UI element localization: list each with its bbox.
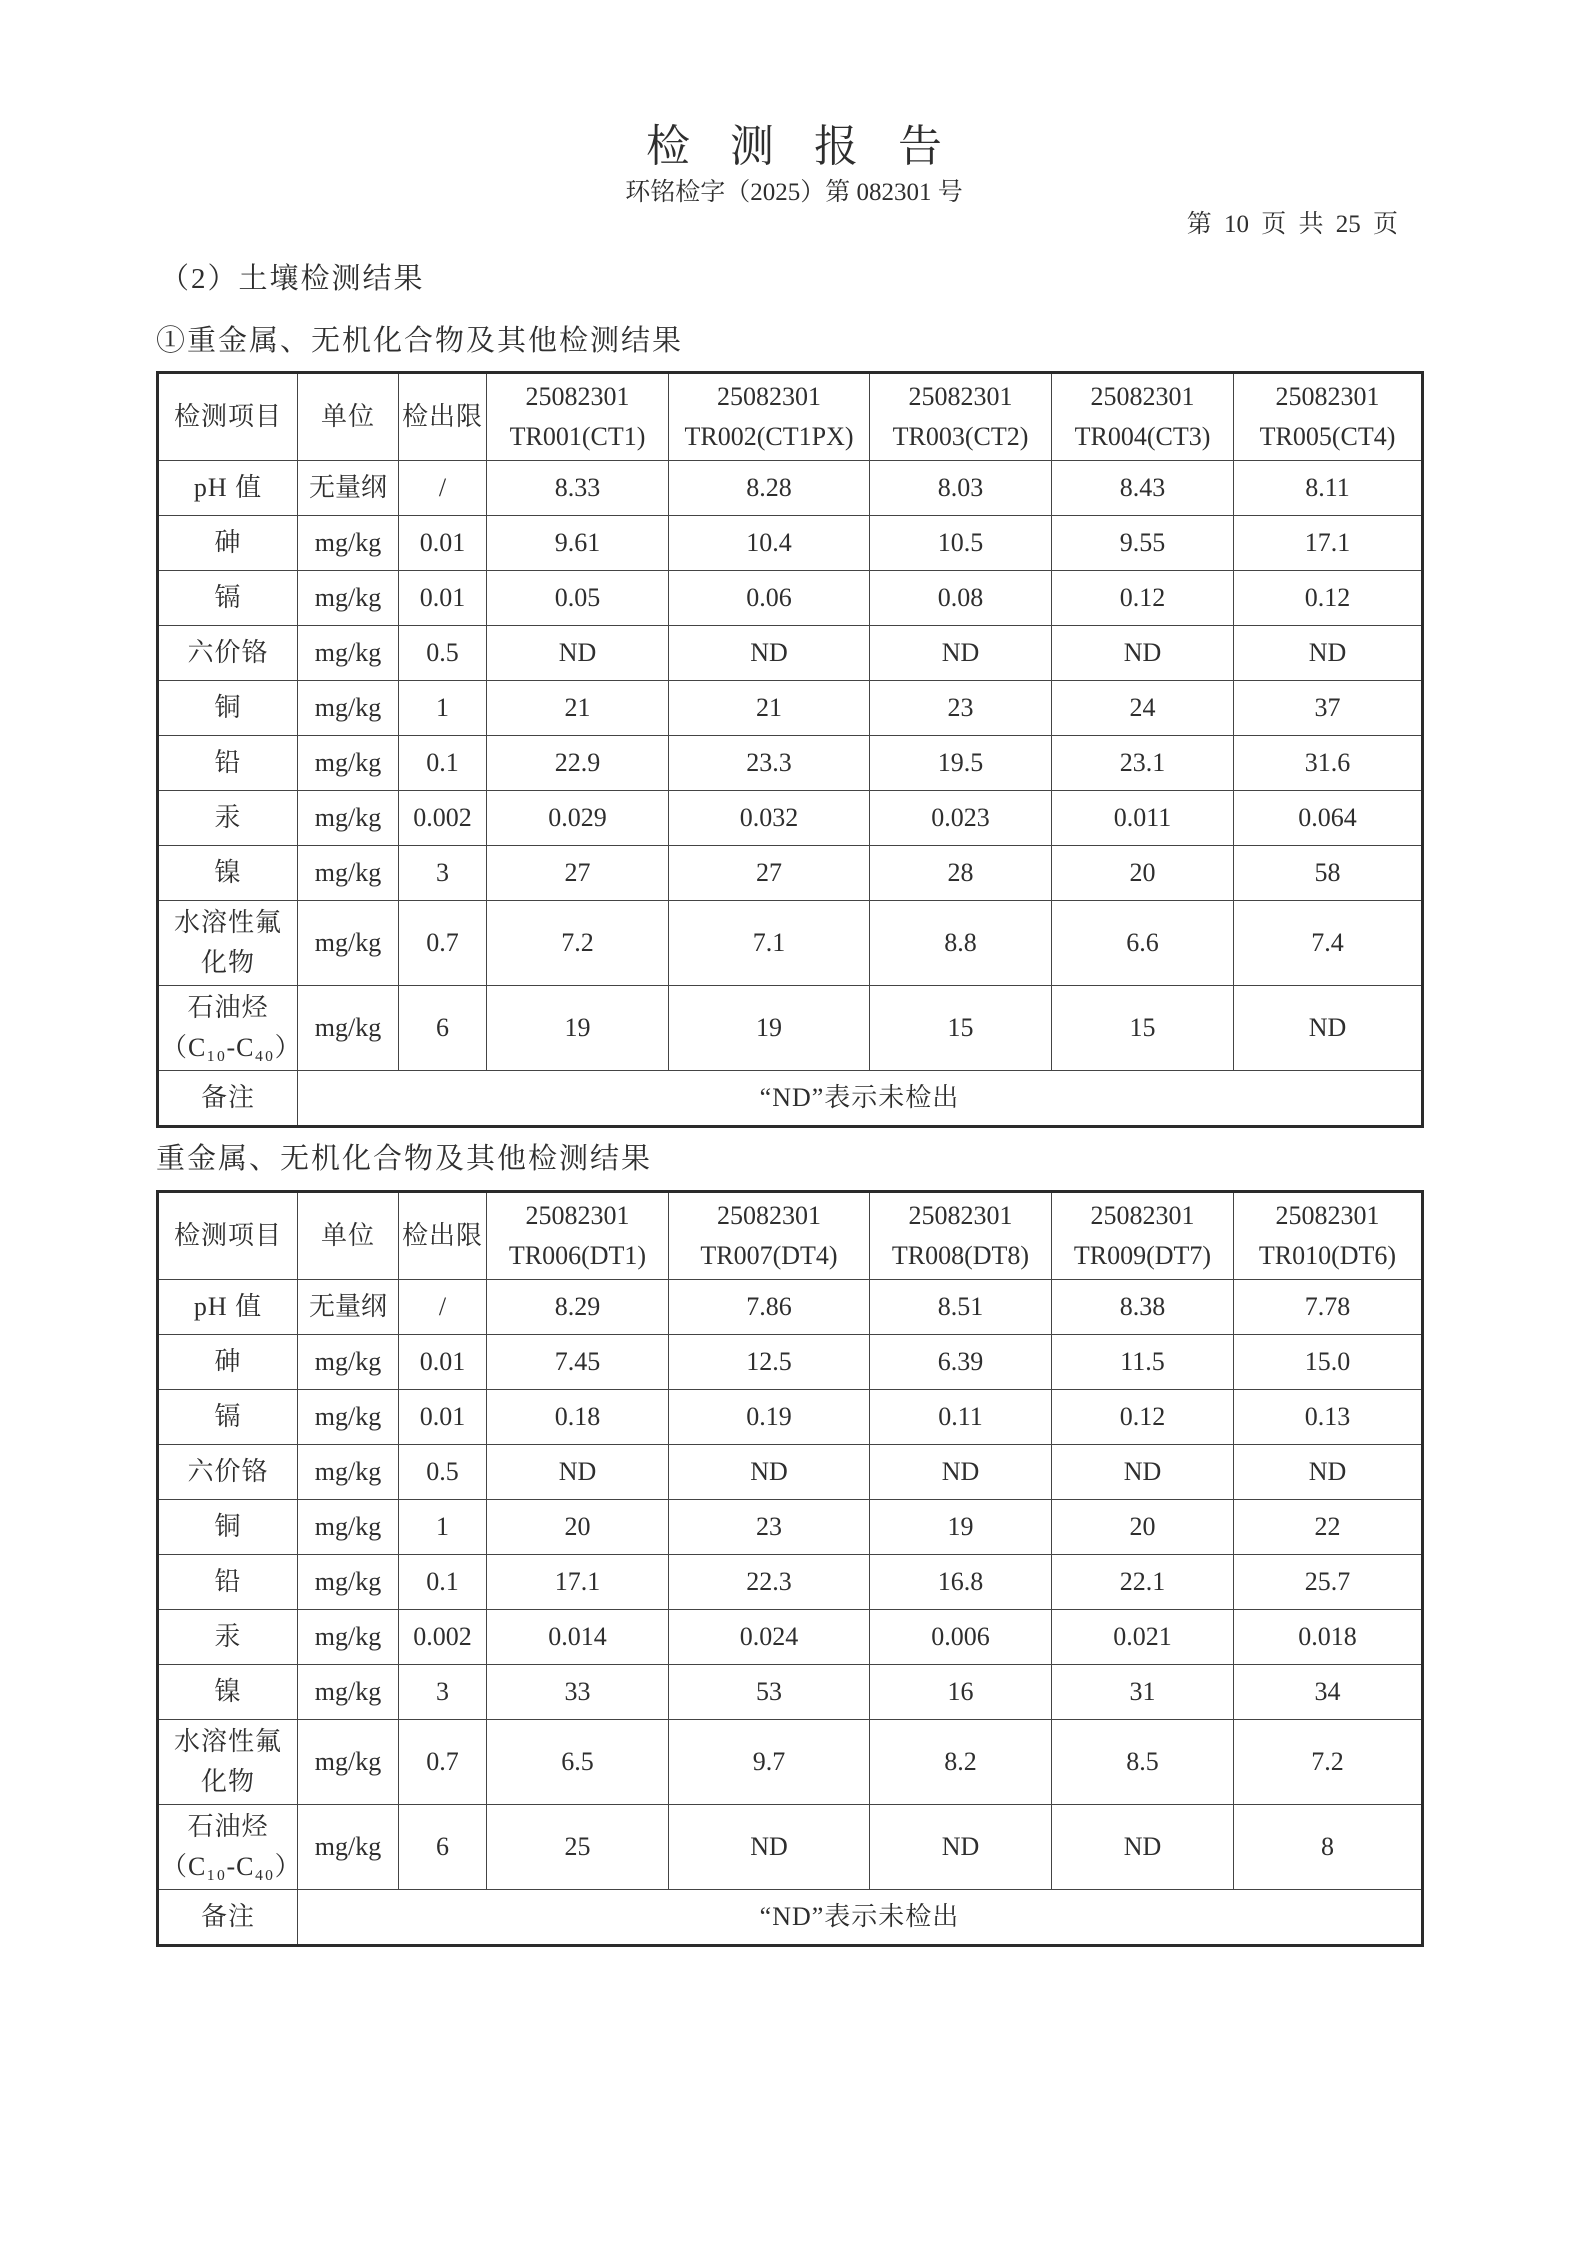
value-cell: 8.51 [870, 1280, 1052, 1335]
value-cell: 33 [487, 1665, 669, 1720]
unit-cell: mg/kg [298, 846, 399, 901]
value-cell: 8.8 [870, 901, 1052, 986]
value-cell: 0.006 [870, 1610, 1052, 1665]
value-cell: 9.7 [669, 1720, 870, 1805]
value-cell: 7.2 [1234, 1720, 1423, 1805]
value-cell: 23 [870, 681, 1052, 736]
limit-cell: 0.1 [399, 1555, 487, 1610]
value-cell: 0.021 [1052, 1610, 1234, 1665]
header-limit: 检出限 [399, 373, 487, 461]
value-cell: 0.024 [669, 1610, 870, 1665]
value-cell: ND [870, 1445, 1052, 1500]
value-cell: ND [1052, 1445, 1234, 1500]
unit-cell: mg/kg [298, 1445, 399, 1500]
value-cell: 0.029 [487, 791, 669, 846]
limit-cell: 1 [399, 1500, 487, 1555]
limit-cell: 0.01 [399, 1335, 487, 1390]
value-cell: 9.55 [1052, 516, 1234, 571]
table-row [158, 986, 1423, 1071]
item-name-line2: （C₁₀-C₄₀） [161, 1852, 302, 1881]
item-name-line1: 水溶性氟 [173, 908, 282, 937]
value-cell: 58 [1234, 846, 1423, 901]
unit-cell: mg/kg [298, 1665, 399, 1720]
sample-id: TR001(CT1) [509, 422, 646, 451]
item-name [158, 1720, 298, 1805]
value-cell: ND [870, 1805, 1052, 1890]
table-row [158, 736, 1423, 791]
header-sample [487, 1192, 669, 1280]
sample-id: TR010(DT6) [1258, 1241, 1397, 1270]
value-cell: 15 [1052, 986, 1234, 1071]
limit-cell: 0.002 [399, 1610, 487, 1665]
value-cell: 11.5 [1052, 1335, 1234, 1390]
limit-cell: 0.1 [399, 736, 487, 791]
item-name-line1: 砷 [214, 1347, 242, 1376]
item-name-line1: 铜 [214, 693, 242, 722]
table-row [158, 626, 1423, 681]
value-cell: 12.5 [669, 1335, 870, 1390]
value-cell: 7.1 [669, 901, 870, 986]
sample-batch: 25082301 [525, 1201, 630, 1230]
value-cell: 22 [1234, 1500, 1423, 1555]
report-number: 环铭检字（2025）第 082301 号 [625, 179, 963, 206]
unit-cell: mg/kg [298, 1610, 399, 1665]
value-cell: 8 [1234, 1805, 1423, 1890]
value-cell: 0.018 [1234, 1610, 1423, 1665]
item-name-line2: （C₁₀-C₄₀） [161, 1033, 302, 1062]
item-name [158, 1555, 298, 1610]
header-row [158, 1192, 1423, 1280]
value-cell: 16 [870, 1665, 1052, 1720]
limit-cell: 0.002 [399, 791, 487, 846]
table-row [158, 1555, 1423, 1610]
table-row [158, 901, 1423, 986]
value-cell: 22.1 [1052, 1555, 1234, 1610]
header-item: 检测项目 [158, 373, 298, 461]
value-cell: 10.5 [870, 516, 1052, 571]
table-row [158, 1500, 1423, 1555]
header-unit: 单位 [298, 1192, 399, 1280]
value-cell: 8.2 [870, 1720, 1052, 1805]
item-name-line2: 化物 [200, 1767, 255, 1796]
value-cell: ND [1234, 986, 1423, 1071]
item-name-line1: 镍 [214, 858, 242, 887]
header-sample [1052, 1192, 1234, 1280]
value-cell: 20 [487, 1500, 669, 1555]
item-name-line1: 镍 [214, 1677, 242, 1706]
value-cell: 19 [669, 986, 870, 1071]
value-cell: 0.11 [870, 1390, 1052, 1445]
remark-row [158, 1071, 1423, 1127]
table-row [158, 1280, 1423, 1335]
value-cell: 25 [487, 1805, 669, 1890]
sample-id: TR008(DT8) [891, 1241, 1030, 1270]
limit-cell: 1 [399, 681, 487, 736]
value-cell: 0.08 [870, 571, 1052, 626]
item-name-line1: 石油烃 [187, 993, 269, 1022]
value-cell: 0.064 [1234, 791, 1423, 846]
value-cell: 22.3 [669, 1555, 870, 1610]
limit-cell: 6 [399, 986, 487, 1071]
sample-id: TR002(CT1PX) [684, 422, 854, 451]
header-sample [1234, 1192, 1423, 1280]
remark-row [158, 1890, 1423, 1946]
table-row [158, 461, 1423, 516]
value-cell: 21 [669, 681, 870, 736]
value-cell: 6.5 [487, 1720, 669, 1805]
item-name [158, 516, 298, 571]
limit-cell: 6 [399, 1805, 487, 1890]
table-caption-2: 重金属、无机化合物及其他检测结果 [156, 1143, 653, 1175]
remark-label: 备注 [158, 1890, 298, 1946]
value-cell: 0.18 [487, 1390, 669, 1445]
unit-cell: mg/kg [298, 1335, 399, 1390]
item-name-line1: 六价铬 [187, 638, 269, 667]
value-cell: ND [870, 626, 1052, 681]
item-name-line1: 六价铬 [187, 1457, 269, 1486]
unit-cell: mg/kg [298, 1390, 399, 1445]
header-sample [870, 1192, 1052, 1280]
value-cell: 27 [487, 846, 669, 901]
sample-batch: 25082301 [908, 382, 1013, 411]
value-cell: 8.28 [669, 461, 870, 516]
value-cell: 23 [669, 1500, 870, 1555]
header-limit: 检出限 [399, 1192, 487, 1280]
sample-id: TR006(DT1) [508, 1241, 647, 1270]
item-name [158, 736, 298, 791]
item-name [158, 1280, 298, 1335]
sample-id: TR003(CT2) [892, 422, 1029, 451]
header-item: 检测项目 [158, 1192, 298, 1280]
header-sample [1234, 373, 1423, 461]
value-cell: 0.12 [1052, 571, 1234, 626]
item-name-line1: 石油烃 [187, 1812, 269, 1841]
limit-cell: / [399, 461, 487, 516]
sample-batch: 25082301 [717, 382, 821, 411]
value-cell: 15.0 [1234, 1335, 1423, 1390]
value-cell: 0.014 [487, 1610, 669, 1665]
unit-cell: 无量纲 [298, 461, 399, 516]
unit-cell: mg/kg [298, 571, 399, 626]
limit-cell: 0.7 [399, 1720, 487, 1805]
value-cell: 8.38 [1052, 1280, 1234, 1335]
sample-id: TR007(DT4) [700, 1241, 838, 1270]
sample-batch: 25082301 [1090, 382, 1195, 411]
item-name-line1: 汞 [214, 803, 242, 832]
unit-cell: mg/kg [298, 1555, 399, 1610]
section-title: （2）土壤检测结果 [160, 263, 425, 295]
value-cell: 31 [1052, 1665, 1234, 1720]
value-cell: 16.8 [870, 1555, 1052, 1610]
limit-cell: 3 [399, 846, 487, 901]
unit-cell: mg/kg [298, 1500, 399, 1555]
item-name [158, 791, 298, 846]
value-cell: 28 [870, 846, 1052, 901]
unit-cell: mg/kg [298, 681, 399, 736]
table-row [158, 1390, 1423, 1445]
value-cell: ND [1234, 1445, 1423, 1500]
value-cell: 0.032 [669, 791, 870, 846]
value-cell: ND [487, 626, 669, 681]
value-cell: 0.13 [1234, 1390, 1423, 1445]
value-cell: 17.1 [487, 1555, 669, 1610]
value-cell: 6.6 [1052, 901, 1234, 986]
value-cell: 21 [487, 681, 669, 736]
report-title: 检测报告 [646, 122, 982, 171]
item-name [158, 1390, 298, 1445]
value-cell: 8.43 [1052, 461, 1234, 516]
sample-id: TR009(DT7) [1073, 1241, 1212, 1270]
remark-text: “ND”表示未检出 [298, 1890, 1423, 1946]
unit-cell: mg/kg [298, 791, 399, 846]
item-name-line1: 砷 [214, 528, 242, 557]
value-cell: 0.05 [487, 571, 669, 626]
value-cell: 0.06 [669, 571, 870, 626]
item-name-line2: 化物 [200, 948, 255, 977]
item-name-line1: 水溶性氟 [173, 1727, 282, 1756]
unit-cell: mg/kg [298, 736, 399, 791]
value-cell: 27 [669, 846, 870, 901]
header-sample [487, 373, 669, 461]
value-cell: 20 [1052, 846, 1234, 901]
sample-batch: 25082301 [1275, 382, 1380, 411]
sample-batch: 25082301 [525, 382, 630, 411]
unit-cell: mg/kg [298, 901, 399, 986]
value-cell: ND [1052, 1805, 1234, 1890]
value-cell: ND [487, 1445, 669, 1500]
unit-cell: mg/kg [298, 516, 399, 571]
value-cell: 7.4 [1234, 901, 1423, 986]
item-name-line1: 汞 [214, 1622, 242, 1651]
value-cell: ND [669, 1445, 870, 1500]
header-unit: 单位 [298, 373, 399, 461]
item-name [158, 681, 298, 736]
unit-cell: mg/kg [298, 1720, 399, 1805]
value-cell: 20 [1052, 1500, 1234, 1555]
sample-batch: 25082301 [717, 1201, 821, 1230]
value-cell: 8.11 [1234, 461, 1423, 516]
table-row [158, 1335, 1423, 1390]
limit-cell: 0.01 [399, 516, 487, 571]
value-cell: 7.86 [669, 1280, 870, 1335]
value-cell: 7.78 [1234, 1280, 1423, 1335]
value-cell: 0.12 [1052, 1390, 1234, 1445]
limit-cell: 0.5 [399, 626, 487, 681]
header-sample [1052, 373, 1234, 461]
value-cell: 53 [669, 1665, 870, 1720]
table-row [158, 1445, 1423, 1500]
item-name [158, 571, 298, 626]
value-cell: ND [1052, 626, 1234, 681]
remark-label: 备注 [158, 1071, 298, 1127]
page-info: 第 10 页 共 25 页 [1186, 211, 1398, 238]
item-name [158, 626, 298, 681]
soil-results-table-1 [156, 371, 1424, 1128]
item-name [158, 1805, 302, 1890]
table-row [158, 681, 1423, 736]
value-cell: 8.33 [487, 461, 669, 516]
item-name [158, 461, 298, 516]
item-name [158, 1665, 298, 1720]
table-row [158, 571, 1423, 626]
value-cell: 19 [870, 1500, 1052, 1555]
value-cell: 9.61 [487, 516, 669, 571]
sample-batch: 25082301 [1090, 1201, 1195, 1230]
item-name [158, 1610, 298, 1665]
value-cell: 8.29 [487, 1280, 669, 1335]
value-cell: 10.4 [669, 516, 870, 571]
unit-cell: 无量纲 [298, 1280, 399, 1335]
value-cell: 19 [487, 986, 669, 1071]
value-cell: 8.5 [1052, 1720, 1234, 1805]
item-name-line1: 铅 [214, 748, 242, 777]
soil-results-table-2 [156, 1190, 1424, 1947]
item-name [158, 846, 298, 901]
value-cell: 0.19 [669, 1390, 870, 1445]
value-cell: 17.1 [1234, 516, 1423, 571]
item-name [158, 1335, 298, 1390]
value-cell: ND [669, 626, 870, 681]
sample-id: TR004(CT3) [1074, 422, 1211, 451]
header-sample [669, 1192, 870, 1280]
unit-cell: mg/kg [298, 1805, 399, 1890]
value-cell: 24 [1052, 681, 1234, 736]
table-row [158, 791, 1423, 846]
limit-cell: 3 [399, 1665, 487, 1720]
item-name-line1: pH 值 [193, 1292, 263, 1321]
value-cell: 31.6 [1234, 736, 1423, 791]
limit-cell: 0.5 [399, 1445, 487, 1500]
table-row [158, 1720, 1423, 1805]
value-cell: 37 [1234, 681, 1423, 736]
header-sample [870, 373, 1052, 461]
value-cell: 23.3 [669, 736, 870, 791]
item-name-line1: 镉 [214, 1402, 242, 1431]
limit-cell: / [399, 1280, 487, 1335]
remark-text: “ND”表示未检出 [298, 1071, 1423, 1127]
item-name-line1: 铅 [214, 1567, 242, 1596]
value-cell: 15 [870, 986, 1052, 1071]
value-cell: 7.2 [487, 901, 669, 986]
item-name-line1: 铜 [214, 1512, 242, 1541]
value-cell: 23.1 [1052, 736, 1234, 791]
value-cell: 19.5 [870, 736, 1052, 791]
value-cell: 0.011 [1052, 791, 1234, 846]
item-name [158, 1500, 298, 1555]
unit-cell: mg/kg [298, 986, 399, 1071]
table-row [158, 846, 1423, 901]
value-cell: 0.023 [870, 791, 1052, 846]
table-caption-1: ①重金属、无机化合物及其他检测结果 [156, 325, 684, 357]
header-row [158, 373, 1423, 461]
value-cell: 7.45 [487, 1335, 669, 1390]
limit-cell: 0.01 [399, 1390, 487, 1445]
value-cell: 0.12 [1234, 571, 1423, 626]
header-sample [669, 373, 870, 461]
sample-batch: 25082301 [908, 1201, 1013, 1230]
sample-id: TR005(CT4) [1259, 422, 1396, 451]
value-cell: 8.03 [870, 461, 1052, 516]
value-cell: 25.7 [1234, 1555, 1423, 1610]
sample-batch: 25082301 [1275, 1201, 1380, 1230]
table-row [158, 1805, 1423, 1890]
table-row [158, 1610, 1423, 1665]
table-row [158, 516, 1423, 571]
value-cell: ND [1234, 626, 1423, 681]
item-name-line1: pH 值 [193, 473, 263, 502]
table-row [158, 1665, 1423, 1720]
limit-cell: 0.01 [399, 571, 487, 626]
unit-cell: mg/kg [298, 626, 399, 681]
limit-cell: 0.7 [399, 901, 487, 986]
value-cell: 22.9 [487, 736, 669, 791]
item-name-line1: 镉 [214, 583, 242, 612]
value-cell: ND [669, 1805, 870, 1890]
item-name [158, 1445, 298, 1500]
value-cell: 34 [1234, 1665, 1423, 1720]
item-name [158, 901, 298, 986]
item-name [158, 986, 302, 1071]
value-cell: 6.39 [870, 1335, 1052, 1390]
